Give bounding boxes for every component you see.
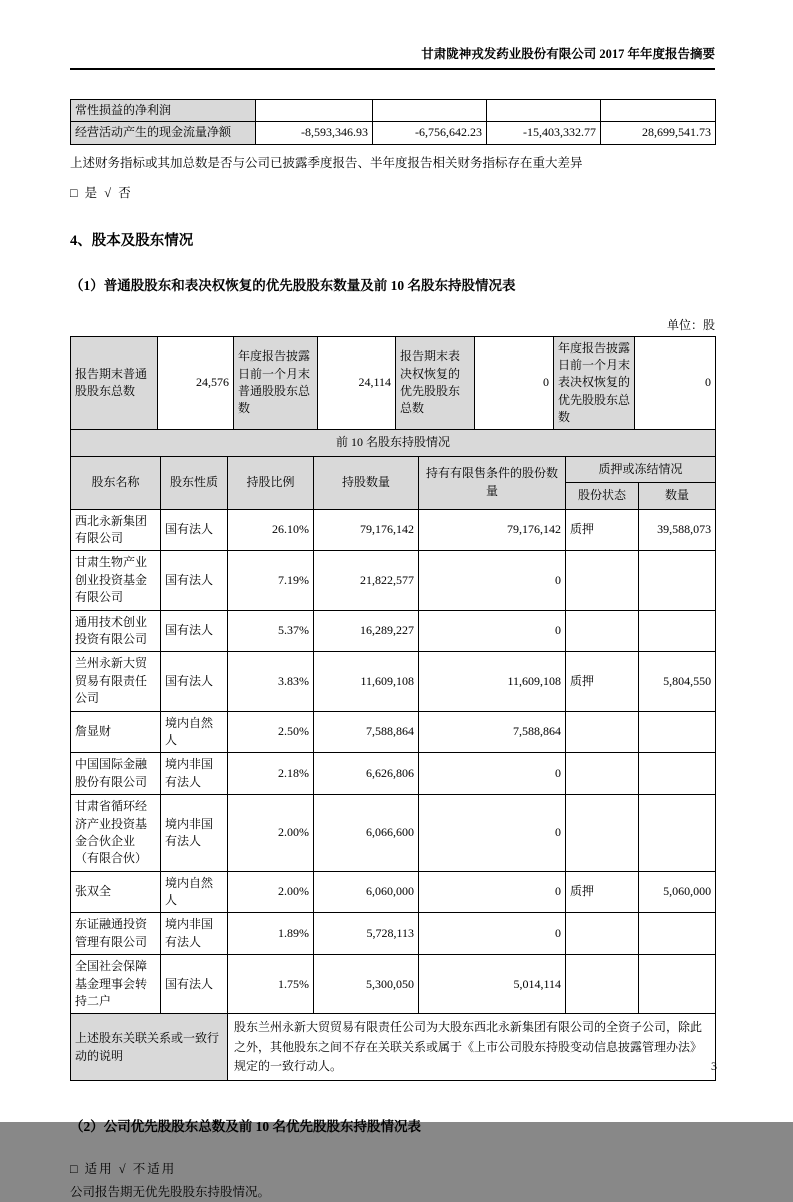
shareholder-name-cell: 兰州永新大贸贸易有限责任公司 bbox=[71, 652, 161, 711]
shareholder-nature-cell: 国有法人 bbox=[161, 610, 228, 652]
summary-label: 报告期末普通股股东总数 bbox=[71, 336, 158, 430]
cell-value: -8,593,346.93 bbox=[256, 122, 373, 144]
subsection-1-heading: （1）普通股股东和表决权恢复的优先股股东数量及前 10 名股东持股情况表 bbox=[70, 277, 516, 293]
pledge-quantity-cell bbox=[639, 711, 716, 753]
top10-banner: 前 10 名股东持股情况 bbox=[71, 430, 716, 456]
col-header-quantity: 持股数量 bbox=[314, 456, 419, 509]
difference-question: 上述财务指标或其加总数是否与公司已披露季度报告、半年度报告相关财务指标存在重大差异 bbox=[70, 155, 583, 170]
table-row bbox=[71, 509, 716, 551]
pledge-status-cell: 质押 bbox=[566, 652, 639, 711]
cell-value: -6,756,642.23 bbox=[373, 122, 487, 144]
table-row bbox=[71, 652, 716, 711]
restricted-shares-cell: 0 bbox=[419, 753, 566, 795]
shareholding-quantity-cell: 21,822,577 bbox=[314, 551, 419, 610]
pledge-quantity-cell: 5,060,000 bbox=[639, 871, 716, 913]
shareholding-quantity-cell: 5,300,050 bbox=[314, 955, 419, 1014]
table-row bbox=[71, 551, 716, 610]
shareholding-ratio-cell: 7.19% bbox=[228, 551, 314, 610]
table-row bbox=[71, 753, 716, 795]
col-header-pledge-qty: 数量 bbox=[639, 483, 716, 509]
shareholder-name-cell: 通用技术创业投资有限公司 bbox=[71, 610, 161, 652]
pledge-status-cell bbox=[566, 753, 639, 795]
pledge-status-cell: 质押 bbox=[566, 509, 639, 551]
restricted-shares-cell: 0 bbox=[419, 795, 566, 872]
summary-label: 报告期末表决权恢复的优先股股东总数 bbox=[396, 336, 475, 430]
shareholding-quantity-cell: 11,609,108 bbox=[314, 652, 419, 711]
pledge-status-cell bbox=[566, 551, 639, 610]
shareholding-ratio-cell: 2.18% bbox=[228, 753, 314, 795]
shareholder-nature-cell: 国有法人 bbox=[161, 955, 228, 1014]
applicability-choice: □ 适用 √ 不适用 bbox=[70, 1161, 177, 1176]
pledge-quantity-cell bbox=[639, 955, 716, 1014]
shareholder-name-cell: 詹显财 bbox=[71, 711, 161, 753]
table-header-row bbox=[71, 456, 716, 482]
shareholder-nature-cell: 国有法人 bbox=[161, 652, 228, 711]
col-header-nature: 股东性质 bbox=[161, 456, 228, 509]
table-row bbox=[71, 1014, 716, 1081]
shareholder-nature-cell: 境内非国有法人 bbox=[161, 913, 228, 955]
restricted-shares-cell: 0 bbox=[419, 913, 566, 955]
table-row bbox=[71, 913, 716, 955]
pledge-quantity-cell: 5,804,550 bbox=[639, 652, 716, 711]
summary-value: 24,114 bbox=[318, 336, 396, 430]
shareholder-name-cell: 全国社会保障基金理事会转持二户 bbox=[71, 955, 161, 1014]
pledge-status-cell: 质押 bbox=[566, 871, 639, 913]
pledge-quantity-cell bbox=[639, 610, 716, 652]
cell-value bbox=[601, 100, 716, 122]
table-row bbox=[71, 871, 716, 913]
shareholding-ratio-cell: 2.00% bbox=[228, 871, 314, 913]
relationship-note-text: 股东兰州永新大贸贸易有限责任公司为大股东西北永新集团有限公司的全资子公司，除此之外，其他股东之间不存在关联关系或属于《上市公司股东持股变动信息披露管理办法》规定的一致行动人。 bbox=[228, 1014, 716, 1081]
unit-label: 单位：股 bbox=[666, 317, 715, 332]
cashflow-table bbox=[70, 99, 716, 145]
pledge-quantity-cell bbox=[639, 795, 716, 872]
col-header-pledge-group: 质押或冻结情况 bbox=[566, 456, 716, 482]
row-label: 经营活动产生的现金流量净额 bbox=[71, 122, 256, 144]
table-row bbox=[71, 430, 716, 456]
shareholding-quantity-cell: 7,588,864 bbox=[314, 711, 419, 753]
pledge-quantity-cell bbox=[639, 551, 716, 610]
summary-value: 0 bbox=[635, 336, 716, 430]
shareholder-name-cell: 张双全 bbox=[71, 871, 161, 913]
section-heading: 4、股本及股东情况 bbox=[70, 232, 194, 249]
table-row bbox=[71, 711, 716, 753]
shareholder-name-cell: 甘肃省循环经济产业投资基金合伙企业（有限合伙） bbox=[71, 795, 161, 872]
shareholding-quantity-cell: 6,060,000 bbox=[314, 871, 419, 913]
table-row bbox=[71, 336, 716, 430]
shareholder-nature-cell: 国有法人 bbox=[161, 509, 228, 551]
col-header-pledge-status: 股份状态 bbox=[566, 483, 639, 509]
page-number: 3 bbox=[711, 1059, 717, 1073]
shareholding-quantity-cell: 5,728,113 bbox=[314, 913, 419, 955]
shareholding-ratio-cell: 1.89% bbox=[228, 913, 314, 955]
shareholder-name-cell: 中国国际金融股份有限公司 bbox=[71, 753, 161, 795]
restricted-shares-cell: 0 bbox=[419, 871, 566, 913]
shareholding-quantity-cell: 16,289,227 bbox=[314, 610, 419, 652]
restricted-shares-cell: 0 bbox=[419, 610, 566, 652]
cell-value: 28,699,541.73 bbox=[601, 122, 716, 144]
shareholder-nature-cell: 境内非国有法人 bbox=[161, 795, 228, 872]
pledge-quantity-cell: 39,588,073 bbox=[639, 509, 716, 551]
shareholding-quantity-cell: 6,066,600 bbox=[314, 795, 419, 872]
restricted-shares-cell: 5,014,114 bbox=[419, 955, 566, 1014]
shareholding-quantity-cell: 79,176,142 bbox=[314, 509, 419, 551]
shareholding-ratio-cell: 2.50% bbox=[228, 711, 314, 753]
summary-label: 年度报告披露日前一个月末普通股股东总数 bbox=[234, 336, 318, 430]
summary-label: 年度报告披露日前一个月末表决权恢复的优先股股东总数 bbox=[554, 336, 635, 430]
pledge-quantity-cell bbox=[639, 753, 716, 795]
shareholder-nature-cell: 国有法人 bbox=[161, 551, 228, 610]
pledge-status-cell bbox=[566, 711, 639, 753]
pledge-quantity-cell bbox=[639, 913, 716, 955]
subsection-2-heading: （2）公司优先股股东总数及前 10 名优先股股东持股情况表 bbox=[70, 1118, 421, 1134]
shareholder-summary-table bbox=[70, 336, 716, 431]
cell-value bbox=[487, 100, 601, 122]
summary-value: 0 bbox=[475, 336, 554, 430]
summary-value: 24,576 bbox=[158, 336, 234, 430]
shareholder-name-cell: 西北永新集团有限公司 bbox=[71, 509, 161, 551]
shareholding-ratio-cell: 5.37% bbox=[228, 610, 314, 652]
cell-value bbox=[373, 100, 487, 122]
restricted-shares-cell: 0 bbox=[419, 551, 566, 610]
difference-choice: □ 是 √ 否 bbox=[70, 185, 133, 200]
pledge-status-cell bbox=[566, 955, 639, 1014]
shareholder-nature-cell: 境内自然人 bbox=[161, 871, 228, 913]
table-row bbox=[71, 795, 716, 872]
col-header-restricted: 持有有限售条件的股份数量 bbox=[419, 456, 566, 509]
row-label: 常性损益的净利润 bbox=[71, 100, 256, 122]
relationship-note-label: 上述股东关联关系或一致行动的说明 bbox=[71, 1014, 228, 1081]
shareholder-nature-cell: 境内非国有法人 bbox=[161, 753, 228, 795]
shareholding-ratio-cell: 1.75% bbox=[228, 955, 314, 1014]
table-row bbox=[71, 100, 716, 122]
cell-value: -15,403,332.77 bbox=[487, 122, 601, 144]
shareholding-ratio-cell: 26.10% bbox=[228, 509, 314, 551]
restricted-shares-cell: 79,176,142 bbox=[419, 509, 566, 551]
restricted-shares-cell: 11,609,108 bbox=[419, 652, 566, 711]
pledge-status-cell bbox=[566, 913, 639, 955]
document-header-title: 甘肃陇神戎发药业股份有限公司 2017 年年度报告摘要 bbox=[70, 0, 715, 70]
top10-body bbox=[71, 509, 716, 1014]
shareholding-ratio-cell: 3.83% bbox=[228, 652, 314, 711]
pledge-status-cell bbox=[566, 795, 639, 872]
preferred-shareholder-note: 公司报告期无优先股股东持股情况。 bbox=[70, 1184, 271, 1199]
shareholder-name-cell: 东证融通投资管理有限公司 bbox=[71, 913, 161, 955]
table-row bbox=[71, 610, 716, 652]
cell-value bbox=[256, 100, 373, 122]
col-header-ratio: 持股比例 bbox=[228, 456, 314, 509]
shareholding-quantity-cell: 6,626,806 bbox=[314, 753, 419, 795]
col-header-name: 股东名称 bbox=[71, 456, 161, 509]
pledge-status-cell bbox=[566, 610, 639, 652]
table-row bbox=[71, 122, 716, 144]
top10-shareholders-table bbox=[70, 429, 716, 1081]
shareholding-ratio-cell: 2.00% bbox=[228, 795, 314, 872]
table-row bbox=[71, 955, 716, 1014]
shareholder-nature-cell: 境内自然人 bbox=[161, 711, 228, 753]
shareholder-name-cell: 甘肃生物产业创业投资基金有限公司 bbox=[71, 551, 161, 610]
restricted-shares-cell: 7,588,864 bbox=[419, 711, 566, 753]
